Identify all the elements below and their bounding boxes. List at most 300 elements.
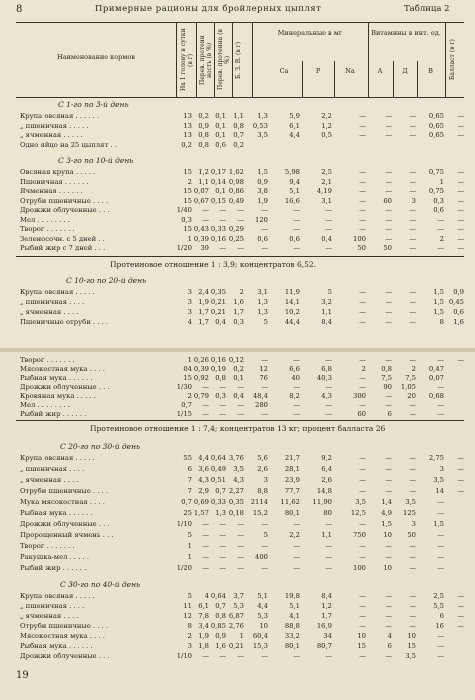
- table-cell: —: [293, 383, 300, 391]
- feed-name: Рыбий жир . . . . . .: [20, 410, 87, 418]
- table-cell: 1,9: [257, 196, 268, 205]
- table-cell: 0,12: [228, 356, 244, 364]
- table-cell: —: [437, 383, 444, 391]
- table-cell: 4: [187, 318, 192, 326]
- table-cell: 15: [407, 642, 416, 650]
- table-cell: —: [385, 602, 392, 610]
- section-title-5: С 30-го по 40-й день: [60, 580, 141, 589]
- table-cell: 4: [204, 592, 209, 600]
- table-cell: —: [325, 206, 332, 214]
- table-cell: 13: [183, 121, 192, 130]
- table-cell: 1,3: [215, 509, 226, 517]
- table-cell: 1,2: [321, 121, 332, 130]
- table-cell: 0,35: [210, 288, 226, 296]
- table-cell: 5,6: [257, 454, 268, 462]
- feed-name: Ракушка-мел . . . . .: [20, 553, 90, 561]
- table-cell: 2,4: [198, 288, 209, 296]
- table-cell: —: [359, 318, 366, 326]
- protein-ratio-note-1: Протеиновое отношение 1 : 3,9; концентратов 6,52.: [110, 260, 317, 269]
- table-cell: 0,8: [233, 121, 244, 130]
- table-cell: —: [202, 553, 209, 561]
- table-cell: 28,1: [284, 465, 300, 473]
- table-cell: —: [325, 553, 332, 561]
- feed-name: Творог . . . . . . .: [20, 542, 75, 550]
- table-cell: 0,64: [210, 454, 226, 462]
- table-cell: 0,2: [181, 140, 192, 149]
- table-row: [16, 141, 464, 150]
- table-row: [16, 602, 464, 611]
- table-cell: —: [409, 542, 416, 550]
- table-cell: —: [409, 215, 416, 224]
- feed-name: Отруби пшеничные . . . .: [20, 622, 109, 630]
- table-cell: —: [325, 225, 332, 233]
- table-cell: 1,1: [233, 112, 244, 120]
- table-cell: —: [293, 401, 300, 409]
- table-cell: —: [359, 602, 366, 610]
- feed-name: Дрожжи облученные . . .: [20, 206, 110, 214]
- table-cell: 12: [259, 365, 268, 373]
- table-cell: —: [359, 465, 366, 473]
- table-cell: 2,2: [321, 112, 332, 120]
- table-cell: 0,85: [210, 622, 226, 630]
- table-cell: 2: [187, 632, 192, 640]
- table-cell: —: [385, 476, 392, 484]
- table-cell: 8,2: [289, 392, 300, 400]
- table-cell: 10: [407, 632, 416, 640]
- section-title-4: С 20-го по 30-й день: [60, 442, 141, 451]
- table-cell: —: [437, 564, 444, 572]
- table-cell: 2,6: [321, 476, 332, 484]
- table-cell: 8: [187, 622, 192, 630]
- table-cell: —: [385, 318, 392, 326]
- table-cell: —: [359, 131, 366, 139]
- table-row: [16, 401, 464, 410]
- table-cell: 16,9: [316, 622, 332, 630]
- table-cell: —: [409, 288, 416, 296]
- table-row: [16, 652, 464, 661]
- table-cell: —: [237, 401, 244, 409]
- table-cell: 2,5: [433, 592, 444, 600]
- table-cell: —: [409, 487, 416, 495]
- feed-name: Крупа овсяная . . . . .: [20, 288, 95, 296]
- table-cell: 1,9: [198, 632, 209, 640]
- table-cell: —: [325, 564, 332, 572]
- feed-name: Дрожжи облученные . . .: [20, 520, 110, 528]
- table-cell: —: [293, 410, 300, 418]
- table-cell: 0,3: [233, 318, 244, 326]
- table-cell: —: [219, 520, 226, 528]
- table-cell: —: [457, 177, 464, 186]
- table-row: [16, 542, 464, 551]
- table-cell: —: [237, 553, 244, 561]
- table-cell: —: [325, 410, 332, 418]
- feed-name: Одно яйцо на 25 цыплят . .: [20, 140, 117, 149]
- table-cell: —: [325, 383, 332, 391]
- table-cell: —: [325, 356, 332, 364]
- table-cell: 4,1: [289, 612, 300, 620]
- table-cell: 0,9: [198, 121, 209, 130]
- table-cell: 80,7: [316, 642, 332, 650]
- feed-name: „ пшеничная . . . .: [20, 602, 85, 610]
- table-row: [16, 383, 464, 392]
- table-cell: —: [325, 520, 332, 528]
- table-cell: 0,3: [433, 196, 444, 205]
- section-title-2: С 3-го по 10-й день: [58, 156, 134, 165]
- table-cell: 14,1: [284, 298, 300, 306]
- table-cell: 14,8: [316, 487, 332, 495]
- table-cell: —: [325, 401, 332, 409]
- table-cell: 10: [259, 622, 268, 630]
- table-cell: —: [293, 215, 300, 224]
- table-cell: —: [359, 112, 366, 120]
- table-cell: 1,7: [321, 612, 332, 620]
- table-cell: —: [202, 564, 209, 572]
- table-cell: 5,1: [289, 602, 300, 610]
- table-cell: —: [409, 401, 416, 409]
- table-cell: 15: [183, 196, 192, 205]
- table-cell: 120: [255, 215, 268, 224]
- table-cell: 1: [187, 356, 192, 364]
- table-cell: —: [385, 592, 392, 600]
- table-cell: —: [437, 542, 444, 550]
- table-cell: 3,2: [321, 298, 332, 306]
- table-cell: 0,2: [198, 112, 209, 120]
- table-cell: 7: [187, 487, 192, 495]
- table-cell: 6,1: [289, 121, 300, 130]
- table-cell: 10,2: [284, 308, 300, 316]
- table-cell: —: [385, 454, 392, 462]
- table-cell: 15: [183, 225, 192, 233]
- column-header-b: B: [428, 67, 433, 75]
- table-cell: —: [359, 225, 366, 233]
- table-cell: 0,65: [428, 121, 444, 130]
- table-cell: 9,4: [289, 177, 300, 186]
- table-cell: 5,9: [289, 112, 300, 120]
- table-cell: 4,3: [198, 476, 209, 484]
- table-cell: —: [359, 612, 366, 620]
- table-cell: 8,4: [321, 318, 332, 326]
- table-cell: —: [359, 121, 366, 130]
- table-cell: 3: [411, 196, 416, 205]
- table-cell: 1,5: [433, 288, 444, 296]
- table-cell: 0,07: [428, 374, 444, 382]
- table-row: [16, 564, 464, 573]
- protein-ratio-note-2: Протеиновое отношение 1 : 7,4; концентратов 13 кг; процент балласта 26: [90, 424, 386, 433]
- table-cell: —: [202, 206, 209, 214]
- table-cell: 1,5: [433, 298, 444, 306]
- table-row: [16, 197, 464, 206]
- table-cell: 12,5: [350, 509, 366, 517]
- table-row: [16, 216, 464, 225]
- column-header-ballast: Балласт (в г): [449, 39, 456, 81]
- table-cell: —: [293, 553, 300, 561]
- table-cell: —: [409, 592, 416, 600]
- table-cell: 6: [187, 465, 192, 473]
- table-cell: —: [409, 187, 416, 195]
- table-row: [16, 476, 464, 485]
- table-cell: —: [409, 564, 416, 572]
- table-cell: 8: [439, 318, 444, 326]
- table-cell: 0,5: [321, 131, 332, 139]
- table-row: [16, 553, 464, 562]
- table-cell: —: [437, 553, 444, 561]
- table-cell: —: [202, 652, 209, 660]
- table-cell: —: [409, 131, 416, 139]
- column-group-minerals: Минеральные в мг: [277, 29, 343, 37]
- table-cell: —: [325, 244, 332, 252]
- table-cell: 8,4: [321, 592, 332, 600]
- feed-name: Рыбий жир . . . . . .: [20, 564, 87, 572]
- table-cell: 0,49: [228, 196, 244, 205]
- table-cell: —: [359, 553, 366, 561]
- table-cell: —: [385, 121, 392, 130]
- table-cell: 4,3: [321, 392, 332, 400]
- table-cell: —: [261, 542, 268, 550]
- column-header-d: Д: [402, 67, 408, 75]
- table-cell: 3,5: [257, 131, 268, 139]
- table-row: [16, 454, 464, 463]
- feed-name: Ячменная . . . . . .: [20, 187, 83, 195]
- feed-name: Овсяная крупа . . . . .: [20, 168, 96, 176]
- table-cell: 0,1: [215, 187, 226, 195]
- feed-name: „ пшеничная . . . .: [20, 465, 85, 473]
- table-cell: —: [359, 592, 366, 600]
- table-row: [16, 235, 464, 244]
- table-cell: —: [385, 622, 392, 630]
- feed-name: Рыбная мука . . . . . .: [20, 642, 93, 650]
- table-cell: 10: [357, 632, 366, 640]
- feed-name: Дрожжи облученные . . .: [20, 652, 110, 660]
- feed-name: „ ячменная . . . .: [20, 476, 79, 484]
- feed-name: Мясокостная мука . . . .: [20, 365, 105, 373]
- table-cell: —: [437, 509, 444, 517]
- table-cell: 16: [435, 622, 444, 630]
- table-cell: —: [219, 553, 226, 561]
- table-cell: 3,8: [257, 187, 268, 195]
- table-cell: 4,3: [233, 476, 244, 484]
- table-row: [16, 356, 464, 365]
- table-cell: 1,3: [257, 112, 268, 120]
- table-row: [16, 365, 464, 374]
- table-cell: 0,21: [210, 308, 226, 316]
- table-cell: 90: [383, 383, 392, 391]
- table-cell: —: [202, 383, 209, 391]
- table-cell: —: [457, 234, 464, 243]
- table-cell: 20: [407, 392, 416, 400]
- table-cell: 1,2: [198, 168, 209, 176]
- table-cell: —: [385, 288, 392, 296]
- table-cell: 1,1: [321, 308, 332, 316]
- table-cell: —: [237, 564, 244, 572]
- table-cell: 0,47: [428, 365, 444, 373]
- table-row: [16, 392, 464, 401]
- column-header-name: Наименование кормов: [57, 53, 135, 61]
- table-cell: —: [385, 542, 392, 550]
- table-row: [16, 131, 464, 140]
- table-cell: 0,79: [193, 392, 209, 400]
- table-cell: 76: [259, 374, 268, 382]
- table-cell: 8,8: [257, 487, 268, 495]
- table-cell: 10: [383, 531, 392, 539]
- table-cell: 1,2: [321, 602, 332, 610]
- table-cell: 1: [187, 234, 192, 243]
- table-cell: —: [359, 215, 366, 224]
- table-cell: 1: [439, 177, 444, 186]
- table-cell: —: [457, 196, 464, 205]
- table-cell: 0,6: [289, 234, 300, 243]
- table-row: [16, 410, 464, 419]
- table-cell: 0,19: [210, 365, 226, 373]
- table-row: [16, 520, 464, 529]
- table-cell: 1,6: [453, 318, 464, 326]
- table-cell: —: [202, 542, 209, 550]
- table-cell: 1,5: [381, 520, 392, 528]
- table-cell: 0,8: [198, 131, 209, 139]
- column-header-p: P: [315, 67, 321, 75]
- table-cell: 15,3: [252, 642, 268, 650]
- table-cell: 5,98: [284, 168, 300, 176]
- table-cell: 2: [187, 177, 192, 186]
- table-cell: —: [457, 602, 464, 610]
- table-row: [16, 498, 464, 507]
- table-cell: 0,8: [381, 365, 392, 373]
- table-cell: 0,4: [215, 318, 226, 326]
- table-cell: 2,9: [198, 487, 209, 495]
- table-cell: —: [385, 612, 392, 620]
- table-cell: 16,6: [284, 196, 300, 205]
- table-cell: 0,65: [428, 131, 444, 139]
- table-cell: —: [457, 206, 464, 214]
- table-cell: 3: [187, 642, 192, 650]
- table-cell: —: [202, 401, 209, 409]
- table-label: Таблица 2: [404, 4, 450, 14]
- table-cell: —: [457, 187, 464, 195]
- column-header-na: Na: [345, 67, 355, 75]
- table-cell: —: [385, 206, 392, 214]
- table-cell: 0,15: [210, 196, 226, 205]
- page-number: 8: [16, 4, 23, 15]
- table-cell: 5: [263, 531, 268, 539]
- table-cell: —: [219, 206, 226, 214]
- table-cell: 0,39: [193, 365, 209, 373]
- table-cell: 0,7: [215, 487, 226, 495]
- table-cell: —: [202, 531, 209, 539]
- table-cell: —: [385, 652, 392, 660]
- table-cell: —: [385, 487, 392, 495]
- table-cell: —: [409, 308, 416, 316]
- table-cell: 0,26: [193, 356, 209, 364]
- table-cell: —: [293, 225, 300, 233]
- table-cell: 0,6: [215, 140, 226, 149]
- table-cell: —: [457, 244, 464, 252]
- table-cell: 6,1: [198, 602, 209, 610]
- table-cell: 0,7: [181, 498, 192, 506]
- table-cell: —: [219, 652, 226, 660]
- table-cell: 13: [183, 112, 192, 120]
- table-cell: 5: [263, 318, 268, 326]
- table-cell: —: [359, 401, 366, 409]
- table-cell: 0,92: [193, 374, 209, 382]
- running-header: [0, 4, 475, 18]
- table-cell: —: [219, 564, 226, 572]
- table-cell: 11,90: [312, 498, 332, 506]
- table-cell: —: [359, 308, 366, 316]
- table-cell: —: [237, 542, 244, 550]
- table-cell: —: [437, 531, 444, 539]
- table-cell: 15,2: [252, 509, 268, 517]
- table-cell: 2,6: [257, 465, 268, 473]
- table-cell: —: [457, 225, 464, 233]
- feed-name: Крупа овсяная . . . . .: [20, 592, 95, 600]
- table-cell: 7,5: [381, 374, 392, 382]
- table-cell: 34: [323, 632, 332, 640]
- table-cell: 2,76: [228, 622, 244, 630]
- table-cell: —: [293, 244, 300, 252]
- table-cell: —: [409, 476, 416, 484]
- table-cell: —: [457, 476, 464, 484]
- table-cell: 33,2: [284, 632, 300, 640]
- table-cell: 0,25: [228, 234, 244, 243]
- table-cell: 7: [187, 476, 192, 484]
- table-cell: 1,3: [257, 298, 268, 306]
- table-cell: 14: [435, 487, 444, 495]
- table-cell: 0,8: [198, 140, 209, 149]
- table-cell: —: [261, 225, 268, 233]
- table-cell: 4,19: [316, 187, 332, 195]
- feed-name: Пророщенный ячмень . . .: [20, 531, 114, 539]
- table-cell: 100: [353, 564, 366, 572]
- table-cell: —: [359, 196, 366, 205]
- table-cell: 0,16: [210, 234, 226, 243]
- feed-name: „ ячменная . . . . .: [20, 131, 83, 139]
- table-cell: 0,67: [193, 196, 209, 205]
- table-cell: 2: [411, 365, 416, 373]
- table-cell: 0,2: [233, 365, 244, 373]
- table-cell: 100: [353, 234, 366, 243]
- table-cell: 4,4: [257, 602, 268, 610]
- feed-name: Крупа овсяная . . . . . .: [20, 112, 100, 120]
- table-cell: —: [409, 465, 416, 473]
- table-cell: 0,35: [228, 498, 244, 506]
- table-cell: 25: [183, 509, 192, 517]
- table-cell: —: [261, 356, 268, 364]
- lower-page: [0, 352, 475, 700]
- table-cell: 6,4: [321, 465, 332, 473]
- table-cell: 11: [183, 602, 192, 610]
- table-cell: —: [237, 410, 244, 418]
- table-cell: 3,1: [257, 288, 268, 296]
- table-cell: —: [293, 356, 300, 364]
- table-cell: —: [457, 168, 464, 176]
- table-cell: —: [409, 622, 416, 630]
- table-cell: —: [409, 356, 416, 364]
- table-cell: —: [385, 356, 392, 364]
- table-row: [16, 622, 464, 631]
- table-cell: 0,07: [193, 187, 209, 195]
- feed-name: Отруби пшеничные . . . .: [20, 487, 109, 495]
- table-cell: —: [385, 234, 392, 243]
- table-cell: —: [261, 244, 268, 252]
- table-cell: 2,1: [321, 177, 332, 186]
- table-cell: 3,5: [433, 476, 444, 484]
- table-cell: 5,5: [433, 602, 444, 610]
- feed-name: Пшеничная . . . . . .: [20, 177, 89, 186]
- table-cell: 1,1: [198, 177, 209, 186]
- table-header: [16, 22, 464, 98]
- table-cell: 400: [255, 553, 268, 561]
- table-cell: 0,64: [210, 592, 226, 600]
- table-cell: —: [325, 652, 332, 660]
